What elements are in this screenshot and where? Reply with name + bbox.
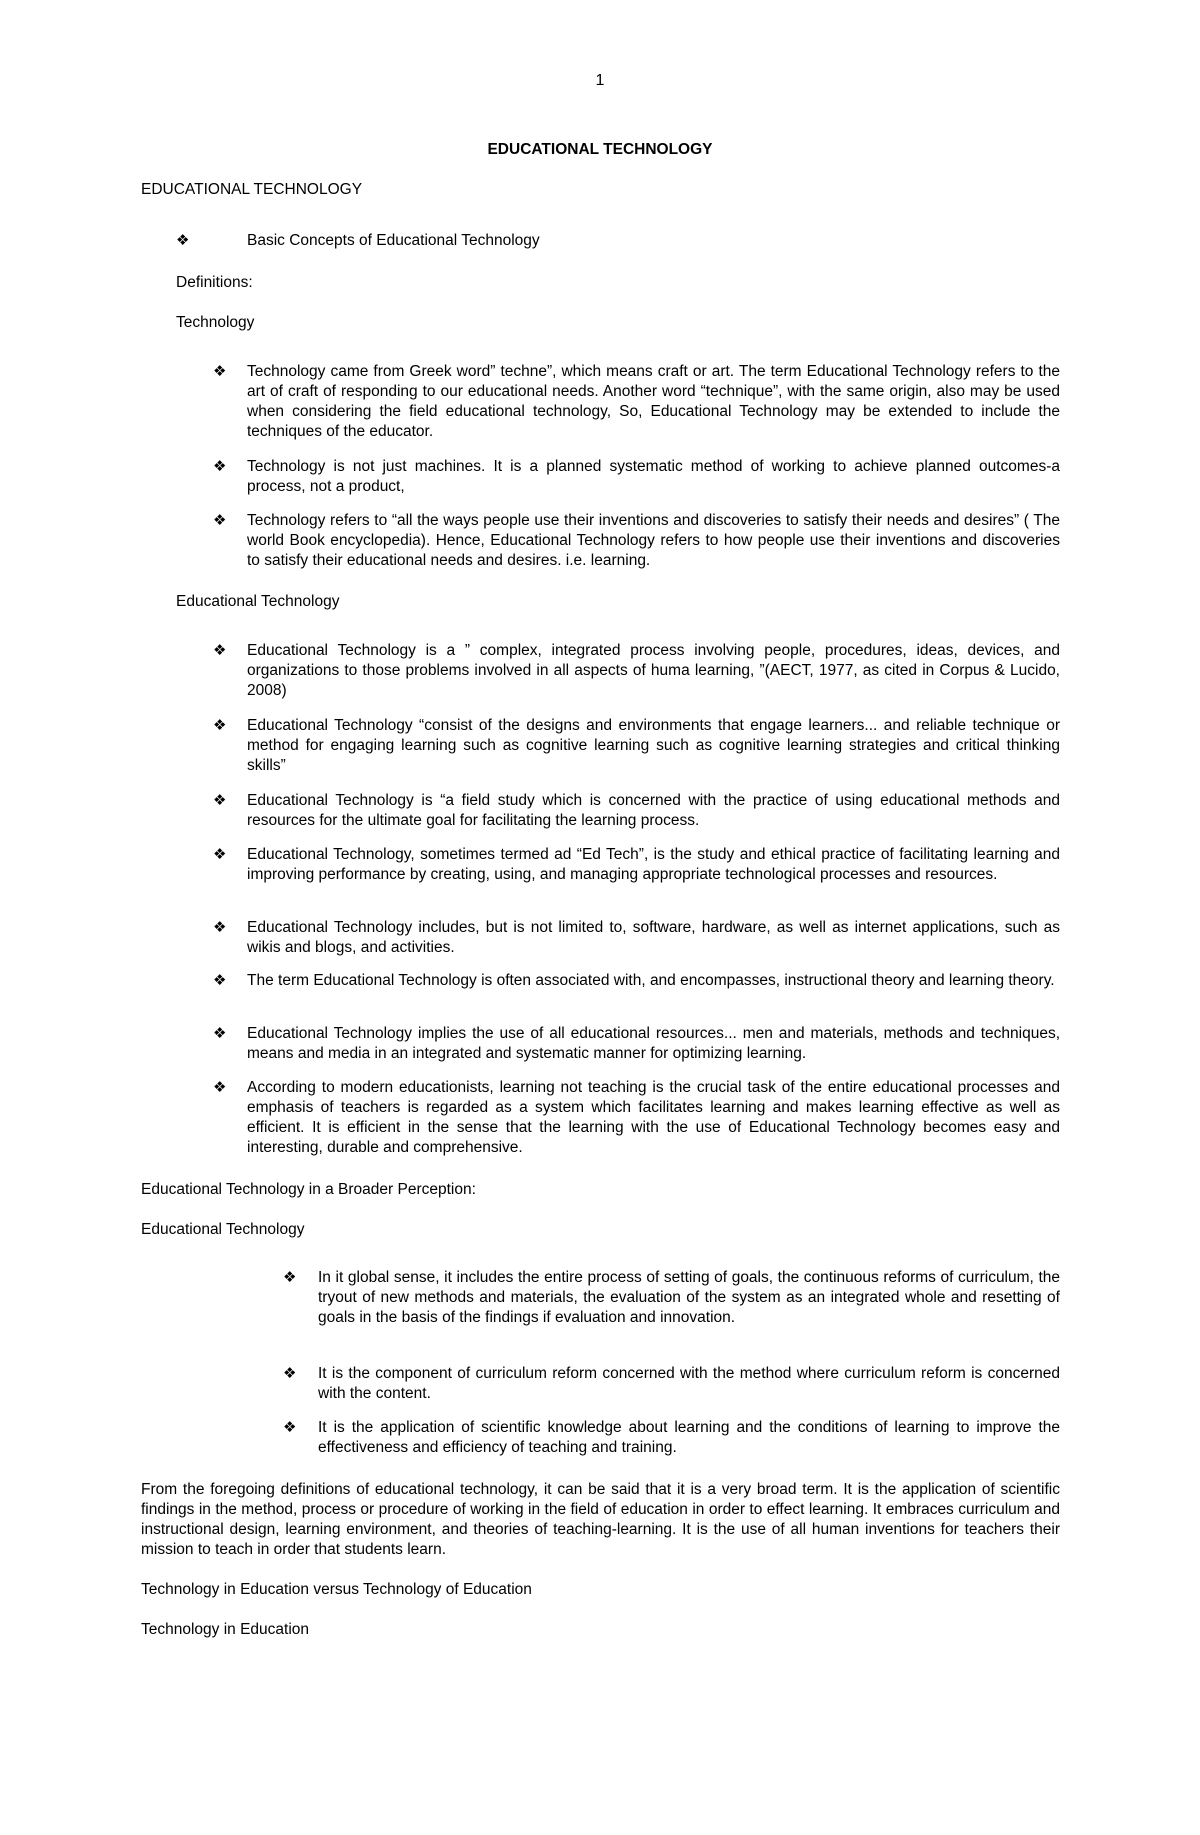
edtech-item-8: According to modern educationists, learning not teaching is the crucial task of the entire educational processes and emphasis of teachers is regarded as a system which facilitates learning and makes learning effective as well as efficient. It is efficient in the sense that the learning with the use of Educational Technology becomes easy and interesting, durable and comprehensive. bbox=[247, 1079, 1060, 1156]
edtech-item-4: Educational Technology, sometimes termed ad “Ed Tech”, is the study and ethical practice of facilitating learning and improving performance by creating, using, and managing appropriate technological processes and resources. bbox=[247, 846, 1060, 883]
basic-concepts-label: Basic Concepts of Educational Technology bbox=[247, 232, 540, 249]
bullet-icon: ❖ bbox=[283, 1419, 297, 1436]
bullet-icon: ❖ bbox=[283, 1365, 297, 1382]
definitions-label: Definitions: bbox=[176, 274, 253, 291]
broader-item-2: It is the component of curriculum reform concerned with the method where curriculum reform is concerned with the content. bbox=[318, 1365, 1060, 1402]
tech-vs-heading: Technology in Education versus Technology of Education bbox=[141, 1581, 532, 1598]
bullet-icon: ❖ bbox=[213, 363, 227, 380]
summary-paragraph: From the foregoing definitions of educational technology, it can be said that it is a very broad term. It is the application of scientific findings in the method, process or procedure of working in the field of education in order to effect learning. It embraces curriculum and instructional design, learning environment, and theories of teaching-learning. It is the use of all human inventions for teachers their mission to teach in order that students learn. bbox=[141, 1481, 1060, 1558]
bullet-icon: ❖ bbox=[213, 642, 227, 659]
edtech-item-3: Educational Technology is “a field study which is concerned with the practice of using educational methods and resources for the ultimate goal for facilitating the learning process. bbox=[247, 792, 1060, 829]
bullet-icon: ❖ bbox=[213, 846, 227, 863]
edtech-item-7: Educational Technology implies the use of all educational resources... men and materials, methods and techniques, means and media in an integrated and systematic manner for optimizing learning. bbox=[247, 1025, 1060, 1062]
edtech-item-2: Educational Technology “consist of the designs and environments that engage learners... and reliable technique or method for engaging learning such as cognitive learning such as cognitive learning strategies and critical thinking skills” bbox=[247, 717, 1060, 774]
page-number: 1 bbox=[595, 72, 605, 89]
bullet-icon: ❖ bbox=[283, 1269, 297, 1286]
bullet-icon: ❖ bbox=[213, 458, 227, 475]
broader-item-1: In it global sense, it includes the entire process of setting of goals, the continuous reforms of curriculum, the tryout of new methods and materials, the evaluation of the system as an integrated whole and resetting of goals in the basis of the findings if evaluation and innovation. bbox=[318, 1269, 1060, 1326]
bullet-icon: ❖ bbox=[176, 232, 190, 249]
tech-in-education-label: Technology in Education bbox=[141, 1621, 310, 1638]
bullet-icon: ❖ bbox=[213, 919, 227, 936]
bullet-icon: ❖ bbox=[213, 792, 227, 809]
broader-heading: Educational Technology in a Broader Perception: bbox=[141, 1181, 476, 1198]
edtech-item-5: Educational Technology includes, but is not limited to, software, hardware, as well as internet applications, such as wikis and blogs, and activities. bbox=[247, 919, 1060, 956]
bullet-icon: ❖ bbox=[213, 1079, 227, 1096]
broader-label: Educational Technology bbox=[141, 1221, 305, 1238]
technology-item-2: Technology is not just machines. It is a planned systematic method of working to achieve planned outcomes-a process, not a product, bbox=[247, 458, 1060, 495]
bullet-icon: ❖ bbox=[213, 512, 227, 529]
edtech-item-1: Educational Technology is a ” complex, integrated process involving people, procedures, ideas, devices, and organizations to those problems involved in all aspects of huma learning, ”(AECT, 1977, as cited in Corpus & Lucido, 2008) bbox=[247, 642, 1060, 699]
edtech-label: Educational Technology bbox=[176, 593, 340, 610]
bullet-icon: ❖ bbox=[213, 717, 227, 734]
bullet-icon: ❖ bbox=[213, 1025, 227, 1042]
broader-item-3: It is the application of scientific knowledge about learning and the conditions of learning to improve the effectiveness and efficiency of teaching and training. bbox=[318, 1419, 1060, 1456]
edtech-item-6: The term Educational Technology is often associated with, and encompasses, instructional theory and learning theory. bbox=[247, 972, 1055, 989]
section-heading: EDUCATIONAL TECHNOLOGY bbox=[141, 181, 363, 198]
technology-item-3: Technology refers to “all the ways people use their inventions and discoveries to satisfy their needs and desires” ( The world Book encyclopedia). Hence, Educational Technology refers to how people use their inventions and discoveries to satisfy their educational needs and desires. i.e. learning. bbox=[247, 512, 1060, 569]
technology-item-1: Technology came from Greek word” techne”, which means craft or art. The term Educational Technology refers to the art of craft of responding to our educational needs. Another word “technique”, with the same origin, also may be used when considering the field educational technology, So, Educational Technology may be extended to include the techniques of the educator. bbox=[247, 363, 1060, 440]
document-title: EDUCATIONAL TECHNOLOGY bbox=[487, 141, 713, 158]
technology-label: Technology bbox=[176, 314, 255, 331]
bullet-icon: ❖ bbox=[213, 972, 227, 989]
